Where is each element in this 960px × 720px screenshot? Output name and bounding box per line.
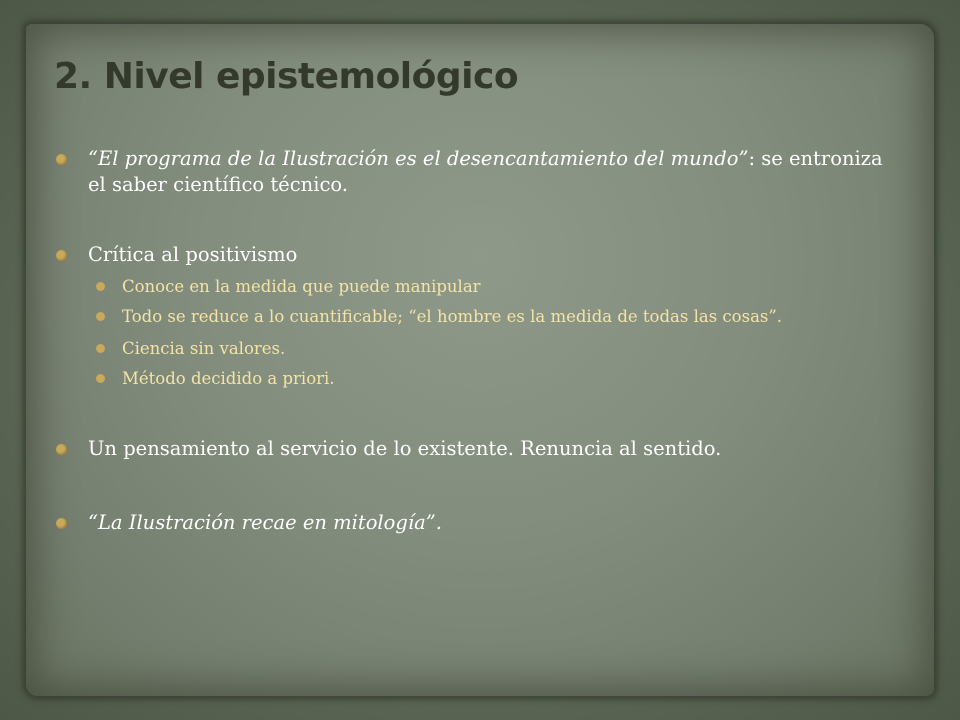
bullet-text: : se entroniza el saber científico técnico. bbox=[88, 147, 883, 196]
sub-bullet-text: Conoce en la medida que puede manipular bbox=[122, 277, 481, 296]
sub-bullet-dot-icon bbox=[96, 312, 105, 321]
slide-title: 2. Nivel epistemológico bbox=[54, 56, 519, 97]
bullet-item-2 bbox=[52, 242, 902, 268]
bullet-dot-icon bbox=[56, 250, 67, 261]
sub-bullet-text: Ciencia sin valores. bbox=[122, 339, 286, 358]
slide-content bbox=[52, 146, 902, 536]
bullet-dot-icon bbox=[56, 444, 67, 455]
sub-bullet-dot-icon bbox=[96, 282, 105, 291]
bullet-dot-icon bbox=[56, 154, 67, 165]
bullet-item-3 bbox=[52, 436, 902, 462]
sub-bullet-text: Todo se reduce a lo cuantificable; “el hombre es la medida de todas las cosas”. bbox=[122, 307, 783, 326]
bullet-dot-icon bbox=[56, 518, 67, 529]
bullet-item-4 bbox=[52, 510, 902, 536]
sub-bullet-item-1 bbox=[52, 276, 902, 298]
quote-text: “El programa de la Ilustración es el desencantamiento del mundo” bbox=[88, 147, 749, 170]
sub-bullet-item-3 bbox=[52, 338, 902, 360]
sub-bullet-text: Método decidido a priori. bbox=[122, 369, 335, 388]
sub-bullet-dot-icon bbox=[96, 374, 105, 383]
sub-bullet-dot-icon bbox=[96, 344, 105, 353]
sub-bullet-item-2 bbox=[52, 306, 902, 328]
bullet-text: Crítica al positivismo bbox=[88, 243, 298, 266]
bullet-text: “La Ilustración recae en mitología”. bbox=[88, 511, 442, 534]
sub-bullet-item-4 bbox=[52, 368, 902, 390]
bullet-item-1 bbox=[52, 146, 902, 198]
bullet-text: Un pensamiento al servicio de lo existente. Renuncia al sentido. bbox=[88, 437, 722, 460]
